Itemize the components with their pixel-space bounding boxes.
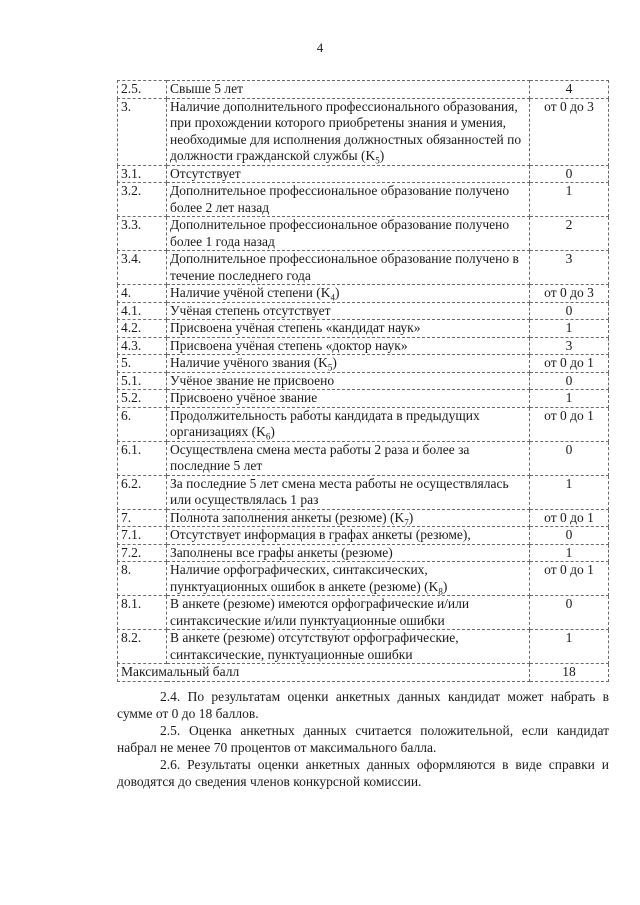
criterion-text: Наличие дополнительного профессионального образования, при прохождении которого приобретены знания и умения, необходимые для исполнения должностных обязанностей по должности гражданской службы (K [170,98,522,163]
criterion-text: Отсутствует информация в графах анкеты (резюме), [170,527,471,542]
criterion-text: Полнота заполнения анкеты (резюме) (K [170,509,405,525]
row-criterion [167,320,530,338]
row-points: 3 [530,251,609,285]
row-criterion [167,337,530,355]
criterion-text: В анкете (резюме) отсутствуют орфографические, синтаксические, пунктуационные ошибки [170,630,459,662]
row-criterion [167,630,530,664]
table-row [118,544,609,562]
row-points: 1 [530,183,609,217]
table-row [118,372,609,390]
row-criterion [167,302,530,320]
row-points: от 0 до 3 [530,98,609,165]
row-points: 3 [530,337,609,355]
total-points: 18 [530,664,609,682]
row-points: от 0 до 1 [530,407,609,441]
criterion-text: Наличие орфографических, синтаксических, пунктуационных ошибок в анкете (резюме) (K [170,562,439,594]
table-row [118,475,609,509]
criterion-text: Присвоено учёное звание [170,390,318,405]
table-row [118,337,609,355]
criterion-text: Заполнены все графы анкеты (резюме) [170,544,393,560]
coefficient-index: 5 [327,362,333,373]
criterion-text: Осуществлена смена места работы 2 раза и более за последние 5 лет [170,441,470,473]
coefficient-index: 8 [438,586,443,597]
scoring-table [117,80,609,682]
criterion-text: Наличие учёного звания (K [170,355,328,370]
page-number: 4 [316,40,324,55]
table-row [118,390,609,408]
coefficient-index: 6 [265,431,271,442]
criterion-text: Свыше 5 лет [170,81,243,96]
coefficient-index: 5 [375,155,380,166]
table-row [118,217,609,251]
row-criterion [167,355,530,373]
criterion-text: За последние 5 лет смена места работы не осуществлялась или осуществлялась 1 раз [170,475,509,507]
row-number: 8.1. [118,596,167,630]
criterion-text: Присвоена учёная степень «доктор наук» [170,337,408,353]
row-number: 3. [118,98,167,165]
row-points: 1 [530,390,609,408]
criterion-tail: ) [442,578,448,594]
row-criterion [167,165,530,183]
row-number: 7. [118,509,167,527]
row-criterion [167,251,530,285]
table-row [118,562,609,596]
row-number: 6.2. [118,475,167,509]
row-criterion [167,285,530,303]
row-points: от 0 до 1 [530,509,609,527]
row-points: 2 [530,217,609,251]
row-number: 4.3. [118,337,167,355]
criterion-tail: ) [332,355,337,370]
row-criterion [167,217,530,251]
criterion-text: Дополнительное профессиональное образование получено более 1 года назад [170,217,510,249]
row-number: 6.1. [118,441,167,475]
criterion-text: В анкете (резюме) имеются орфографические и/или синтаксические и/или пунктуационные ошибки [170,596,470,628]
criterion-text: Присвоена учёная степень «кандидат наук» [170,320,421,335]
row-criterion [167,527,530,545]
row-criterion [167,475,530,509]
row-criterion [167,596,530,630]
table-row [118,441,609,475]
row-points: 0 [530,596,609,630]
criterion-text: Дополнительное профессиональное образование получено в течение последнего года [170,251,519,283]
row-number: 7.2. [118,544,167,562]
row-number: 2.5. [118,81,167,99]
table-row [118,527,609,545]
criterion-text: Дополнительное профессиональное образование получено более 2 лет назад [170,183,510,215]
total-label: Максимальный балл [118,664,530,682]
criterion-tail: ) [408,509,414,525]
row-criterion [167,544,530,562]
row-points: 4 [530,81,609,99]
row-points: 0 [530,527,609,545]
row-points: от 0 до 3 [530,285,609,303]
table-row [118,165,609,183]
scoring-table-body [118,81,609,664]
row-points: 1 [530,630,609,664]
row-points: 0 [530,165,609,183]
table-row [118,183,609,217]
criterion-tail: ) [334,285,340,300]
body-text [117,688,609,790]
row-number: 8. [118,562,167,596]
row-points: 1 [530,475,609,509]
table-row [118,98,609,165]
table-row [118,630,609,664]
row-criterion [167,98,530,165]
table-row [118,302,609,320]
coefficient-index: 7 [404,517,409,528]
row-points: 0 [530,372,609,390]
paragraph-2-4: 2.4. По результатам оценки анкетных данных кандидат может набрать в сумме от 0 до 18 баллов. [117,689,609,721]
criterion-tail: ) [270,424,275,439]
row-number: 6. [118,407,167,441]
criterion-text: Отсутствует [170,165,241,181]
row-criterion [167,183,530,217]
row-criterion [167,441,530,475]
paragraph-2-5: 2.5. Оценка анкетных данных считается положительной, если кандидат набрал не менее 70 процентов от максимального балла. [117,723,609,755]
row-number: 3.2. [118,183,167,217]
row-points: 1 [530,320,609,338]
criterion-text: Учёное звание не присвоено [170,372,335,388]
row-number: 3.3. [118,217,167,251]
row-number: 5.2. [118,390,167,408]
criterion-text: Учёная степень отсутствует [170,302,331,318]
row-number: 4.2. [118,320,167,338]
row-number: 4. [118,285,167,303]
criterion-text: Продолжительность работы кандидата в предыдущих организациях (K [170,407,480,439]
row-points: 0 [530,441,609,475]
table-row [118,509,609,527]
row-number: 4.1. [118,302,167,320]
criterion-text: Наличие учёной степени (K [170,285,331,300]
coefficient-index: 4 [330,292,335,303]
row-criterion [167,509,530,527]
table-row [118,320,609,338]
row-number: 7.1. [118,527,167,545]
row-criterion [167,390,530,408]
criterion-tail: ) [379,148,385,163]
total-row [118,664,609,682]
row-number: 5.1. [118,372,167,390]
table-row [118,355,609,373]
row-number: 5. [118,355,167,373]
row-points: от 0 до 1 [530,562,609,596]
row-number: 3.4. [118,251,167,285]
table-row [118,251,609,285]
paragraph-2-6: 2.6. Результаты оценки анкетных данных оформляются в виде справки и доводятся до сведения членов конкурсной комиссии. [117,757,609,789]
row-criterion [167,562,530,596]
table-row [118,81,609,99]
row-number: 8.2. [118,630,167,664]
row-points: от 0 до 1 [530,355,609,373]
row-criterion [167,372,530,390]
row-points: 1 [530,544,609,562]
table-row [118,596,609,630]
row-criterion [167,407,530,441]
row-points: 0 [530,302,609,320]
table-row [118,407,609,441]
row-criterion [167,81,530,99]
table-row [118,285,609,303]
row-number: 3.1. [118,165,167,183]
